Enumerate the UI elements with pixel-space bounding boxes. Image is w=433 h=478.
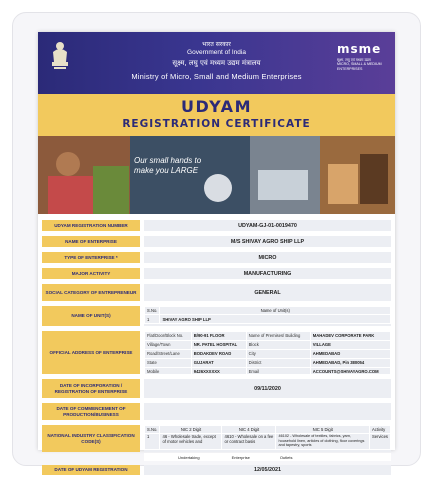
address-table <box>144 331 391 374</box>
address-value: B/90-91 FLOOR <box>191 332 246 341</box>
address-key: City <box>246 350 310 359</box>
row-registration-date <box>42 465 391 475</box>
address-value: AHMEDABAD <box>310 350 390 359</box>
certificate-title: UDYAM <box>181 97 252 116</box>
unit-row-name: SHIVAY AGRO SHIP LLP <box>160 315 391 324</box>
banner-tagline <box>134 156 201 176</box>
row-nic-footer <box>42 453 391 461</box>
label-unit-names: NAME OF UNIT(S) <box>42 306 140 326</box>
title-band <box>38 94 395 136</box>
nic-cell: 4610 - Wholesale on a fee or contract basis <box>222 434 276 450</box>
address-value: BODAKDEV ROAD <box>191 350 246 359</box>
address-value: GUJARAT <box>191 359 246 368</box>
address-row <box>145 359 391 368</box>
row-enterprise-name <box>42 236 391 247</box>
address-key: Block <box>246 341 310 350</box>
nic-footer-spacer <box>42 453 140 461</box>
row-social-category <box>42 284 391 301</box>
address-key: Name of Premises/ Building <box>246 332 310 341</box>
address-row <box>145 350 391 359</box>
value-registration-date: 12/05/2021 <box>144 465 391 475</box>
nic-footer-enterprise: Enterprise <box>231 454 250 460</box>
msme-logo <box>337 42 385 71</box>
address-key: Road/Street/Lane <box>145 350 192 359</box>
address-value: NR. PATEL HOSPITAL <box>191 341 246 350</box>
nic-footer <box>144 453 391 461</box>
nic-header: S.No. <box>145 426 160 434</box>
label-enterprise-type: TYPE OF ENTERPRISE * <box>42 252 140 263</box>
value-commencement-date <box>144 403 391 420</box>
tagline-line-1: Our small hands to <box>134 156 202 165</box>
unit-header-sno: S.No. <box>145 307 160 315</box>
nic-row <box>145 434 391 450</box>
address-row <box>145 332 391 341</box>
row-unit-names <box>42 306 391 326</box>
nic-footer-outlets: Outlets <box>279 454 293 460</box>
row-major-activity <box>42 268 391 279</box>
row-registration-number <box>42 220 391 231</box>
msme-logo-subtext: सूक्ष्म, लघु एवं मध्यम उद्यम MICRO, SMALL & MEDIUM ENTERPRISES <box>337 58 382 71</box>
unit-header-name: Name of Unit(s) <box>160 307 391 315</box>
certificate <box>38 32 395 473</box>
value-enterprise-name: M/S SHIVAY AGRO SHIP LLP <box>144 236 391 247</box>
msme-logo-text: msme <box>337 42 382 56</box>
unit-row-sno: 1 <box>145 315 160 324</box>
label-nic-codes: NATIONAL INDUSTRY CLASSIFICATION CODE(S) <box>42 425 140 452</box>
nic-header: Activity <box>369 426 390 434</box>
value-enterprise-type: MICRO <box>144 252 391 263</box>
unit-names-table <box>144 306 391 326</box>
nic-header-row <box>145 426 391 434</box>
address-value: ACCOUNTS@SHIVAYAGRO.COM <box>310 368 390 377</box>
value-social-category: GENERAL <box>144 284 391 301</box>
government-hindi: भारत सरकार <box>202 41 231 48</box>
row-nic-codes <box>42 425 391 452</box>
address-value: VILLAGE <box>310 341 390 350</box>
value-registration-number: UDYAM-GJ-01-0019470 <box>144 220 391 231</box>
nic-table <box>144 425 391 452</box>
value-incorporation-date: 09/11/2020 <box>144 379 391 398</box>
label-incorporation-date: DATE OF INCORPORATION / REGISTRATION OF ENTERPRISE <box>42 379 140 398</box>
nic-header: NIC 2 Digit <box>160 426 222 434</box>
address-key: State <box>145 359 192 368</box>
nic-cell: 1 <box>145 434 160 450</box>
tagline-line-2: make you LARGE <box>134 166 199 175</box>
label-registration-number: UDYAM REGISTRATION NUMBER <box>42 220 140 231</box>
address-key: Mobile <box>145 368 192 377</box>
address-row <box>145 341 391 350</box>
banner-image <box>38 136 395 214</box>
banner-photo-collage <box>38 136 395 214</box>
address-value: 9426XXXXXX <box>191 368 246 377</box>
address-row <box>145 368 391 377</box>
value-major-activity: MANUFACTURING <box>144 268 391 279</box>
certificate-subtitle: REGISTRATION CERTIFICATE <box>122 118 311 130</box>
label-major-activity: MAJOR ACTIVITY <box>42 268 140 279</box>
nic-header: NIC 5 Digit <box>276 426 369 434</box>
ministry-english: Ministry of Micro, Small and Medium Enterprises <box>131 72 302 81</box>
address-value: MAHADEV CORPORATE PARK <box>310 332 390 341</box>
row-enterprise-type <box>42 252 391 263</box>
row-commencement-date <box>42 403 391 420</box>
ministry-hindi: सूक्ष्म, लघु एवं मध्यम उद्यम मंत्रालय <box>172 59 261 67</box>
address-key: Flat/Door/Block No. <box>145 332 192 341</box>
government-english: Government of India <box>187 49 246 56</box>
label-registration-date: DATE OF UDYAM REGISTRATION <box>42 465 140 475</box>
label-official-address: OFFICIAL ADDRESS OF ENTERPRISE <box>42 331 140 374</box>
nic-cell: 46102 - Wholesale of textiles, fabrics, yarn, household linen, articles of clothing, floor coverings and tapestry, sports <box>276 434 369 450</box>
label-enterprise-name: NAME OF ENTERPRISE <box>42 236 140 247</box>
row-official-address <box>42 331 391 374</box>
label-commencement-date: DATE OF COMMENCEMENT OF PRODUCTION/BUSINESS <box>42 403 140 420</box>
address-value: AHMEDABAD, Pin 380054 <box>310 359 390 368</box>
row-incorporation-date <box>42 379 391 398</box>
certificate-header <box>38 32 395 94</box>
nic-cell: Services <box>369 434 390 450</box>
address-key: Email <box>246 368 310 377</box>
nic-header: NIC 4 Digit <box>222 426 276 434</box>
label-social-category: SOCIAL CATEGORY OF ENTREPRENEUR <box>42 284 140 301</box>
address-key: Village/Town <box>145 341 192 350</box>
nic-footer-undertaking: Undertaking <box>178 454 200 460</box>
nic-cell: 46 - Wholesale trade, except of motor vehicles and <box>160 434 222 450</box>
address-key: District <box>246 359 310 368</box>
